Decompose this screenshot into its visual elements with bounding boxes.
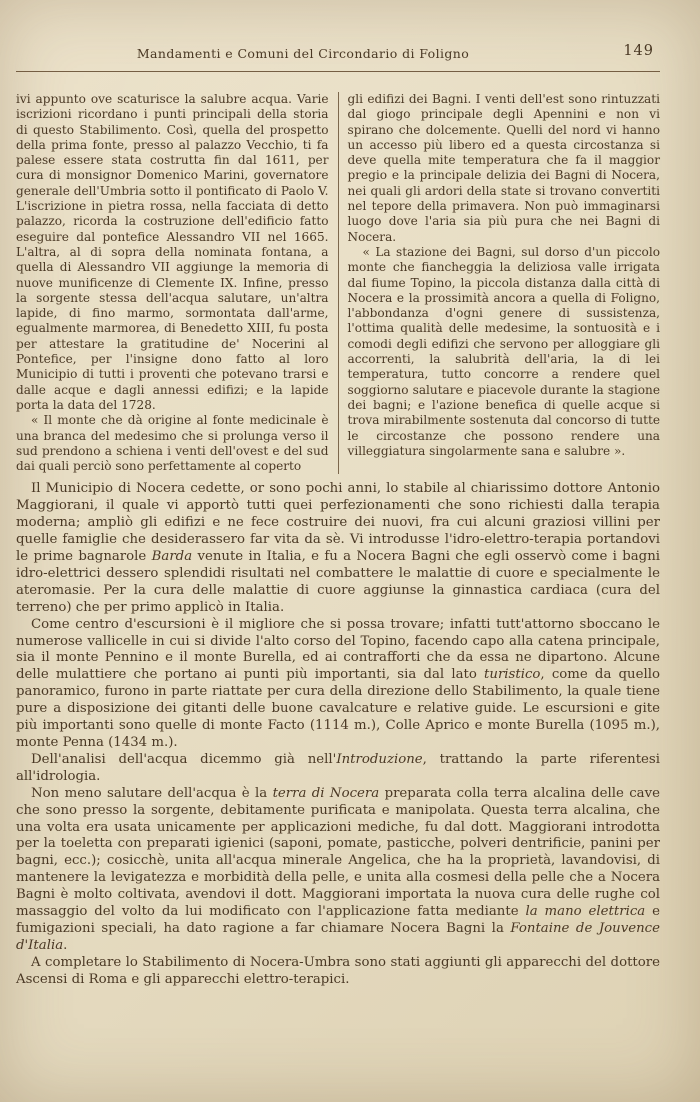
paragraph (16, 955, 660, 989)
text-run: « La stazione dei Bagni, sul dorso d'un piccolo monte che fiancheggia la deliziosa valle irrigata dal fiume Topino, la piccola distanza dalla città di Nocera e la prossimità ancora a quella di Foligno, l'abbondanza d'ogni genere di sussistenza, l'ottima qualità delle medesime, la sontuosità e i comodi degli edifizi che servono per alloggiare gli accorrenti, la salubrità dell'aria, la di lei temperatura, tutto concorre a rendere quel soggiorno salutare e piacevole durante la stagione dei bagni; e l'azione benefica di quelle acque si trova mirabilmente sostenuta dal concorso di tutte le circostanze che possono rendere una villeggiatura singolarmente sana e salubre ». (347, 244, 660, 458)
text-run: ivi appunto ove scaturisce la salubre acqua. Varie iscrizioni ricordano i punti principali della storia di questo Stabilimento. Così, quella del prospetto della prima fonte, presso al palazzo Vecchio, ti fa palese essere stata costrutta fin dal 1611, per cura di monsignor Domenico Marini, governatore generale dell'Umbria sotto il pontificato di Paolo V. L'iscrizione in pietra rossa, nella facciata di detto palazzo, ricorda la costruzione dell'edificio fatto eseguire dal pontefice Alessandro VII nel 1665. L'altra, al di sopra della nominata fontana, a quella di Alessandro VII aggiunge la memoria di nuove munificenze di Clemente IX. Infine, presso la sorgente stessa dell'acqua salutare, un'altra lapide, di fino marmo, sormontata dall'arme, egualmente marmorea, di Benedetto XIII, fu posta per attestare la gratitudine de' Nocerini al Pontefice, per l'insigne dono fatto al loro Municipio di tutti i proventi che potevano trarsi e dalle acque e dagli annessi edifizi; e la lapide porta la data del 1728. (16, 92, 329, 412)
paragraph (16, 413, 329, 474)
paragraph (16, 92, 329, 413)
italic-text-run: la mano elettrica (525, 904, 646, 920)
running-title: Mandamenti e Comuni del Circondario di Foligno (136, 46, 470, 61)
page-number: 149 (623, 43, 654, 59)
italic-text-run: Barda (151, 549, 193, 565)
text-run: Come centro d'escursioni è il migliore che si possa trovare; infatti tutt'attorno sboccano le numerose vallicelle in cui si divide l'alto corso del Topino, facendo capo alla catena principale, sia il monte Pennino e il monte Burella, ed ai contrafforti che da essa ne dipartono. Alcune delle mulattiere che portano ai punti più importanti, sia dal lato (16, 616, 660, 683)
two-column-section (16, 92, 660, 474)
text-run: Non meno salutare dell'acqua è la (31, 785, 273, 801)
text-run: , come da quello panoramico, furono in parte riattate per cura della direzione dello Stabilimento, la quale tiene pure a disposizione dei gitanti delle buone cavalcature e relative guide. Le escursioni e gite più importanti sono quelle di monte Facto (1114 m.), Colle Aprico e monte Burella (1095 m.), monte Penna (1434 m.). (16, 667, 660, 751)
italic-text-run: Fontaine de Jouvence d'Italia (16, 920, 660, 953)
paragraph (16, 752, 660, 786)
text-run: A completare lo Stabilimento di Nocera-Umbra sono stati aggiunti gli apparecchi del dottore Ascensi di Roma e gli apparecchi elettro-terapici. (16, 954, 660, 987)
page-header (16, 43, 660, 64)
text-run: venute in Italia, e fu a Nocera Bagni che egli osservò come i bagni idro-elettrici dessero splendidi risultati nel combattere le malattie di cuore e specialmente le ateromasie. Per la cura delle malattie di cuore aggiunse la ginnastica cardiaca (cura del terreno) che per primo applicò in Italia. (16, 549, 661, 615)
right-column (339, 92, 661, 474)
text-run: . (63, 937, 68, 953)
paragraph (16, 617, 660, 752)
body-section (16, 481, 660, 988)
text-run: Dell'analisi dell'acqua dicemmo già nell' (31, 751, 337, 767)
header-rule (16, 71, 660, 72)
paragraph (348, 92, 661, 245)
italic-text-run: Introduzione (336, 751, 423, 767)
paragraph (348, 245, 661, 459)
italic-text-run: turistico (484, 667, 541, 683)
text-run: Il Municipio di Nocera cedette, or sono pochi anni, lo stabile al chiarissimo dottore Antonio Maggiorani, il quale vi apportò tutti quei perfezionamenti che sono richiesti dalla terapia moderna; ampliò gli edifizi e ne fece costruire dei nuovi, fra cui alcuni graziosi villini per quelle famiglie che desiderassero far vita da sè. Vi introdusse l'idro-elettro-terapia portandovi le prime bagnarole (16, 481, 660, 565)
italic-text-run: terra di Nocera (272, 785, 380, 801)
paragraph (16, 481, 660, 616)
text-run: preparata colla terra alcalina delle cave che sono presso la sorgente, debitamente purificata e manipolata. Questa terra alcalina, che una volta era usata unicamente per applicazioni mediche, fu dal dott. Maggiorani introdotta per la toeletta con preparati igienici (saponi, pomate, pasticche, polveri dentrificie, panini per bagni, ecc.); cosicchè, unita all'acqua minerale Angelica, che ha la proprietà, lavandovisi, di mantenere la levigatezza e morbidità della pelle, e unita alla cosmesi della pelle che a Nocera Bagni è molto coltivata, avendovi il dott. Maggiorani importata la nuova cura delle rughe col massaggio del volto da lui modificato con l'applicazione fatta mediante (16, 785, 660, 920)
text-run: gli edifizi dei Bagni. I venti dell'est sono rintuzzati dal giogo principale degli Apennini e non vi spirano che dolcemente. Quelli del nord vi hanno un accesso più libero ed a questa circostanza si deve quella mite temperatura che fa il maggior pregio e la principale delizia dei Bagni di Nocera, nei quali gli ardori della state si trovano convertiti nel tepore della primavera. Non può immaginarsi luogo dove l'aria sia più pura che nei Bagni di Nocera. (347, 92, 660, 244)
paragraph (16, 786, 660, 955)
left-column (16, 92, 338, 474)
text-run: , trattando la parte riferentesi all'idrologia. (16, 751, 660, 784)
text-run: « Il monte che dà origine al fonte medicinale è una branca del medesimo che si prolunga verso il sud prendono a schiena i venti dell'ovest e del sud dai quali perciò sono perfettamente al coperto (16, 413, 329, 474)
text-run: e fumigazioni speciali, ha dato ragione a far chiamare Nocera Bagni la (16, 904, 660, 936)
